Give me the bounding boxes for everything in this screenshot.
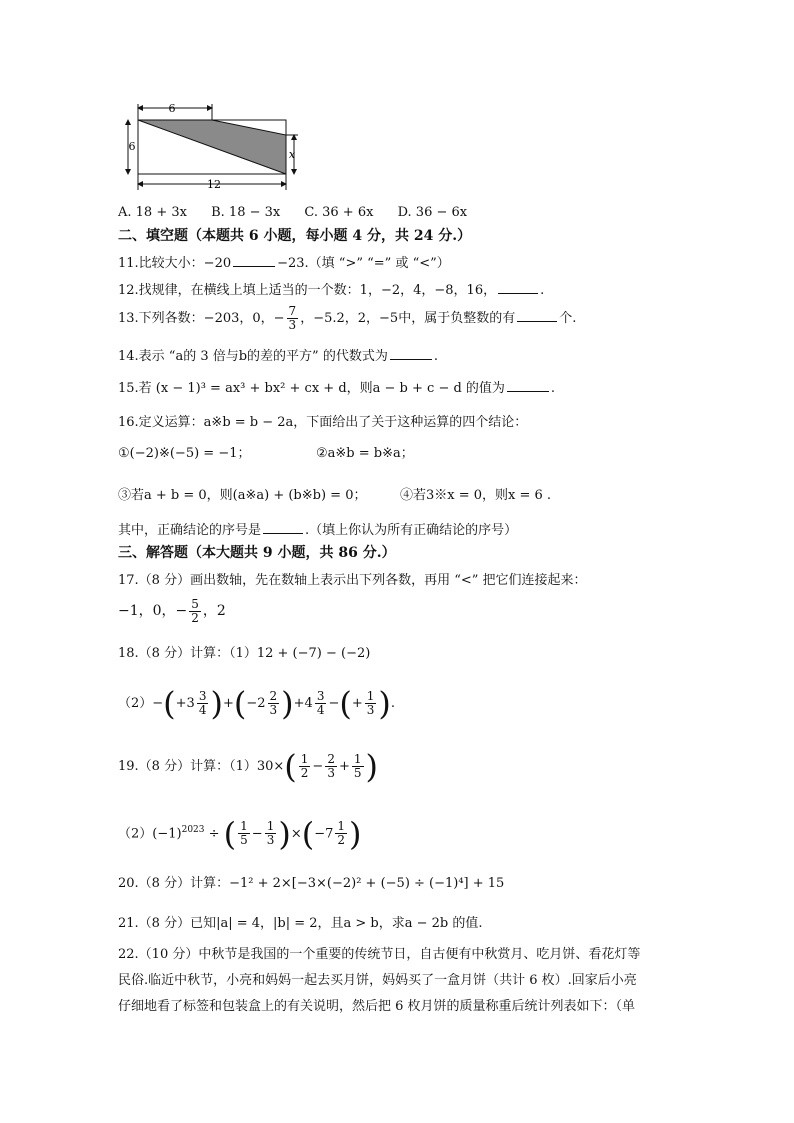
question-14: 14.表示 “a的 3 倍与b的差的平方” 的代数式为 .: [118, 346, 438, 366]
section3-heading: 三、解答题（本大题共 9 小题，共 86 分.）: [118, 545, 396, 561]
option-d: D. 36 − 6x: [397, 205, 468, 220]
bottom-dimension-label: 12: [207, 178, 221, 191]
section2-heading: 二、填空题（本题共 6 小题，每小题 4 分，共 24 分.）: [118, 228, 472, 244]
question-12: 12.找规律，在横线上填上适当的一个数：1，−2，4，−8，16， .: [118, 280, 544, 300]
question-11: 11.比较大小：−20 −23.（填 “>” “=” 或 “<”）: [118, 253, 450, 273]
geometry-figure: [120, 100, 300, 192]
fraction: $\frac{7}{3}$: [288, 304, 297, 332]
right-dimension-label: x: [288, 148, 296, 161]
question-19-part-2: $(2)(-1)^{2023}$ ÷ ( $\frac{1}{5}$ − $\frac{1}{3}$ )×(−7 $\frac{1}{2}$ ): [118, 814, 362, 853]
question-17-numbers: −1，0，− $\frac{5}{2}$ ，2: [118, 596, 226, 625]
question-18-part-1: 18.（8 分）计算：（1）12 + (−7) − (−2): [118, 646, 371, 661]
question-15: 15.若 (x − 1)³ = ax³ + bx² + cx + d，则a − b + c − d 的值为 .: [118, 378, 555, 398]
top-dimension-label: 6: [168, 102, 176, 115]
question-18-part-2: （2）−(+3 $\frac{3}{4}$ )+(−2 $\frac{2}{3}$ )+4 $\frac{3}{4}$ −(+ $\frac{1}{3}$ ).: [118, 684, 396, 723]
question-16-conclusion-3: ③若a + b = 0，则(a※a) + (b※b) = 0；: [118, 488, 367, 503]
left-dimension-label: 6: [128, 140, 136, 153]
option-a: A. 18 + 3x: [118, 205, 187, 220]
option-b: B. 18 − 3x: [211, 205, 281, 220]
q10-options: [118, 204, 487, 222]
answer-blank[interactable]: [390, 346, 432, 360]
answer-blank[interactable]: [507, 378, 549, 392]
question-21: 21.（8 分）已知|a| = 4，|b| = 2，且a > b，求a − 2b 的值.: [118, 916, 483, 931]
question-16-conclusion-4: ④若3※x = 0，则x = 6 .: [400, 488, 552, 503]
question-22-line-2: 民俗.临近中秋节，小亮和妈妈一起去买月饼，妈妈买了一盒月饼（共计 6 枚）.回家后小亮: [118, 973, 637, 988]
question-13: 13.下列各数：−203，0，− $\frac{7}{3}$ ，−5.2，2，−5中，属于负整数的有 个.: [118, 304, 577, 332]
question-16-stem: 16.定义运算：a※b = b − 2a，下面给出了关于这种运算的四个结论：: [118, 415, 528, 430]
answer-blank[interactable]: [498, 280, 538, 294]
option-c: C. 36 + 6x: [304, 205, 374, 220]
question-22-line-1: 22.（10 分）中秋节是我国的一个重要的传统节日，自古便有中秋赏月、吃月饼、看花灯等: [118, 947, 641, 962]
question-16-answer: 其中，正确结论的序号是 .（填上你认为所有正确结论的序号）: [118, 520, 517, 540]
answer-blank[interactable]: [517, 308, 557, 322]
question-19-part-1: 19.（8 分）计算：（1）30×( $\frac{1}{2}$ − $\frac{2}{3}$ + $\frac{1}{5}$ ): [118, 747, 378, 786]
question-16-conclusion-1: ①(−2)※(−5) = −1；: [118, 446, 251, 461]
question-17-stem: 17.（8 分）画出数轴，先在数轴上表示出下列各数，再用 “<” 把它们连接起来：: [118, 573, 587, 588]
answer-blank[interactable]: [263, 520, 303, 534]
question-20: 20.（8 分）计算：−1² + 2×[−3×(−2)² + (−5) ÷ (−1)⁴] + 15: [118, 876, 505, 891]
fraction: $\frac{5}{2}$: [191, 596, 199, 625]
shaded-region: [138, 120, 286, 174]
answer-blank[interactable]: [233, 253, 275, 267]
question-16-conclusion-2: ②a※b = b※a；: [316, 446, 414, 461]
question-22-line-3: 仔细地看了标签和包装盒上的有关说明，然后把 6 枚月饼的质量称重后统计列表如下：（单: [118, 999, 636, 1014]
